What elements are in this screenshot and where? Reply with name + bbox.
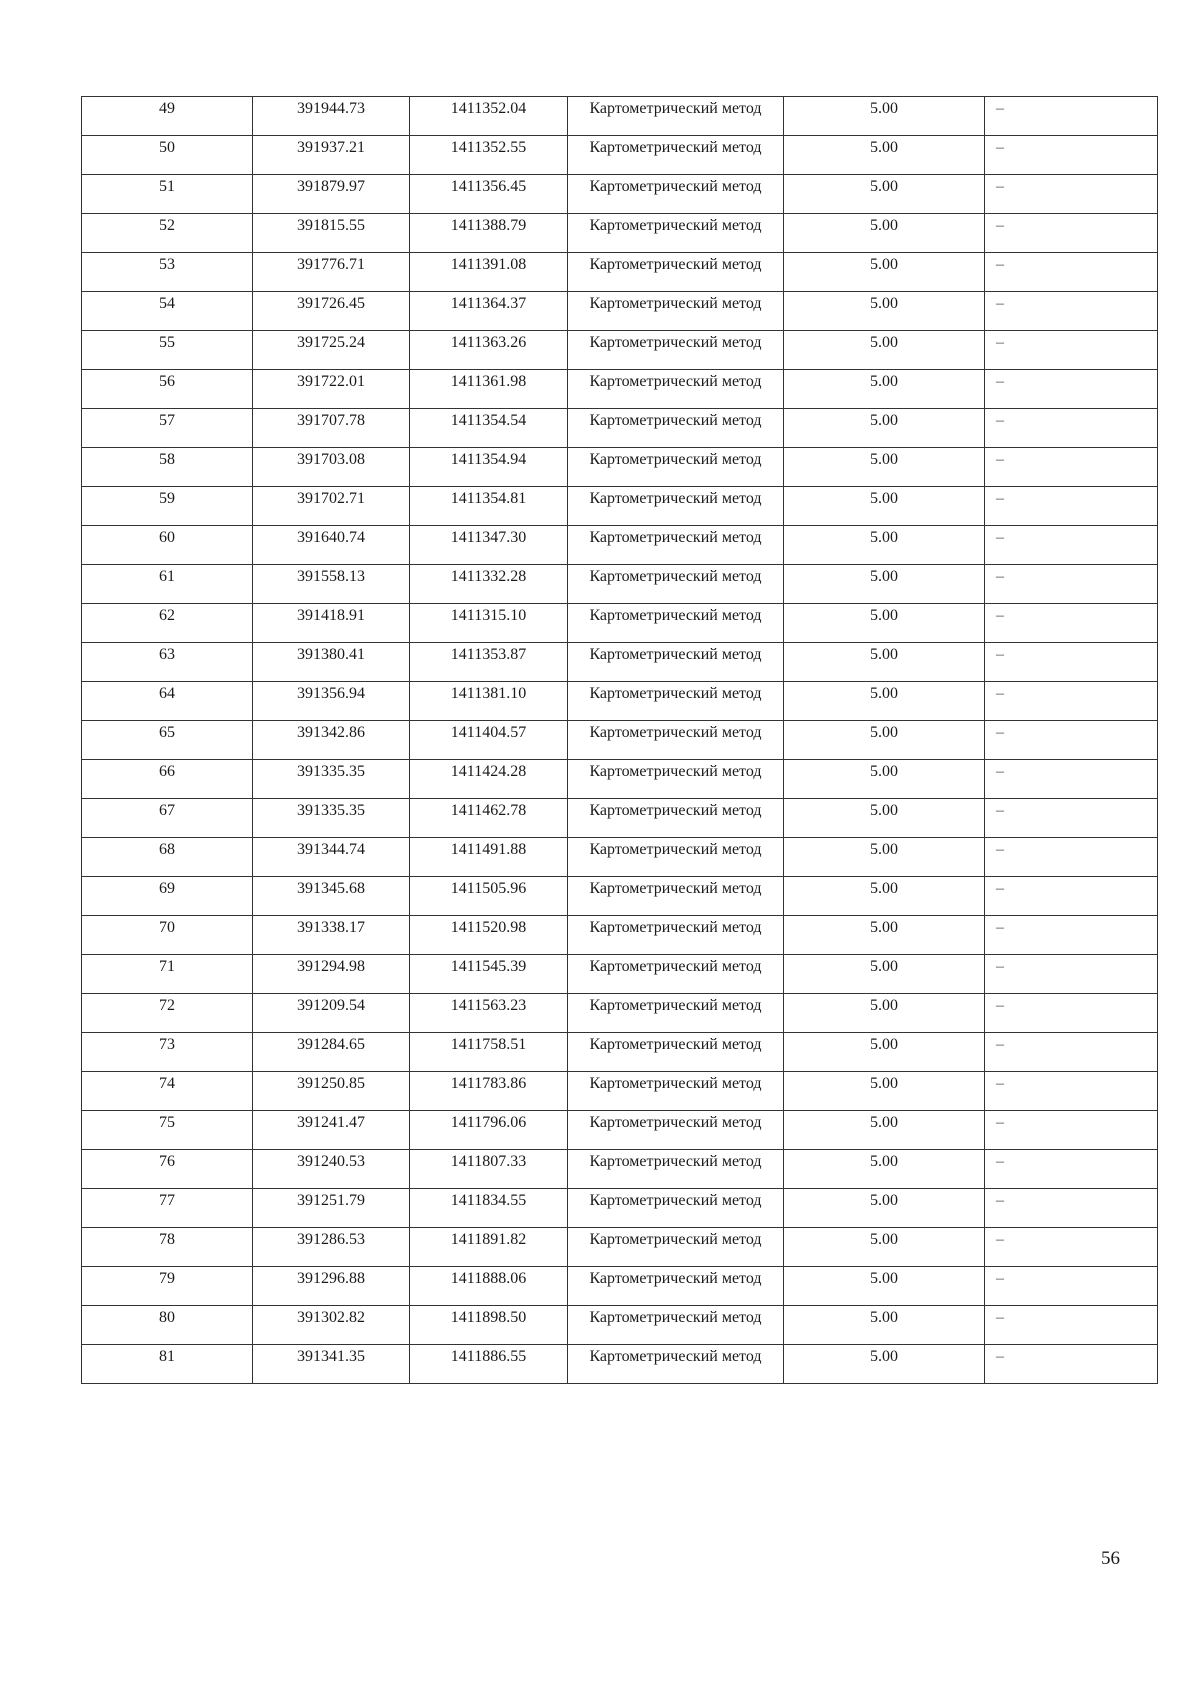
table-row <box>82 760 1158 799</box>
cell-point-number: 54 <box>82 292 253 331</box>
cell-accuracy: 5.00 <box>784 682 985 721</box>
cell-x-coordinate: 391240.53 <box>253 1150 410 1189</box>
cell-point-number: 52 <box>82 214 253 253</box>
cell-x-coordinate: 391640.74 <box>253 526 410 565</box>
cell-note: – <box>985 1267 1158 1306</box>
cell-x-coordinate: 391356.94 <box>253 682 410 721</box>
cell-method: Картометрический метод <box>568 253 784 292</box>
cell-accuracy: 5.00 <box>784 1150 985 1189</box>
cell-y-coordinate: 1411783.86 <box>410 1072 568 1111</box>
cell-note: – <box>985 136 1158 175</box>
table-row <box>82 799 1158 838</box>
cell-x-coordinate: 391725.24 <box>253 331 410 370</box>
cell-point-number: 59 <box>82 487 253 526</box>
cell-accuracy: 5.00 <box>784 214 985 253</box>
table-row <box>82 1267 1158 1306</box>
cell-y-coordinate: 1411563.23 <box>410 994 568 1033</box>
cell-method: Картометрический метод <box>568 1228 784 1267</box>
cell-method: Картометрический метод <box>568 175 784 214</box>
cell-note: – <box>985 526 1158 565</box>
table-row <box>82 955 1158 994</box>
cell-point-number: 73 <box>82 1033 253 1072</box>
cell-note: – <box>985 1150 1158 1189</box>
cell-method: Картометрический метод <box>568 760 784 799</box>
table-row <box>82 175 1158 214</box>
table-row <box>82 214 1158 253</box>
cell-point-number: 49 <box>82 97 253 136</box>
table-row <box>82 1150 1158 1189</box>
table-row <box>82 877 1158 916</box>
cell-point-number: 51 <box>82 175 253 214</box>
cell-point-number: 67 <box>82 799 253 838</box>
cell-x-coordinate: 391294.98 <box>253 955 410 994</box>
cell-y-coordinate: 1411347.30 <box>410 526 568 565</box>
cell-accuracy: 5.00 <box>784 643 985 682</box>
cell-x-coordinate: 391342.86 <box>253 721 410 760</box>
cell-accuracy: 5.00 <box>784 409 985 448</box>
cell-x-coordinate: 391251.79 <box>253 1189 410 1228</box>
cell-y-coordinate: 1411886.55 <box>410 1345 568 1384</box>
cell-point-number: 58 <box>82 448 253 487</box>
cell-y-coordinate: 1411424.28 <box>410 760 568 799</box>
cell-y-coordinate: 1411505.96 <box>410 877 568 916</box>
cell-point-number: 76 <box>82 1150 253 1189</box>
cell-accuracy: 5.00 <box>784 838 985 877</box>
cell-note: – <box>985 409 1158 448</box>
cell-point-number: 80 <box>82 1306 253 1345</box>
cell-point-number: 65 <box>82 721 253 760</box>
cell-note: – <box>985 331 1158 370</box>
cell-y-coordinate: 1411356.45 <box>410 175 568 214</box>
cell-accuracy: 5.00 <box>784 604 985 643</box>
cell-x-coordinate: 391345.68 <box>253 877 410 916</box>
cell-note: – <box>985 565 1158 604</box>
cell-point-number: 53 <box>82 253 253 292</box>
table-row <box>82 292 1158 331</box>
cell-accuracy: 5.00 <box>784 1033 985 1072</box>
table-row <box>82 643 1158 682</box>
cell-point-number: 55 <box>82 331 253 370</box>
cell-note: – <box>985 760 1158 799</box>
cell-note: – <box>985 97 1158 136</box>
cell-accuracy: 5.00 <box>784 136 985 175</box>
cell-accuracy: 5.00 <box>784 994 985 1033</box>
cell-method: Картометрический метод <box>568 799 784 838</box>
cell-x-coordinate: 391241.47 <box>253 1111 410 1150</box>
cell-accuracy: 5.00 <box>784 448 985 487</box>
cell-method: Картометрический метод <box>568 565 784 604</box>
table-row <box>82 1306 1158 1345</box>
cell-y-coordinate: 1411352.04 <box>410 97 568 136</box>
cell-point-number: 77 <box>82 1189 253 1228</box>
cell-note: – <box>985 838 1158 877</box>
cell-x-coordinate: 391284.65 <box>253 1033 410 1072</box>
cell-accuracy: 5.00 <box>784 1306 985 1345</box>
cell-point-number: 75 <box>82 1111 253 1150</box>
table-row <box>82 331 1158 370</box>
cell-x-coordinate: 391286.53 <box>253 1228 410 1267</box>
cell-x-coordinate: 391335.35 <box>253 760 410 799</box>
cell-method: Картометрический метод <box>568 292 784 331</box>
cell-x-coordinate: 391815.55 <box>253 214 410 253</box>
cell-y-coordinate: 1411354.54 <box>410 409 568 448</box>
cell-note: – <box>985 1189 1158 1228</box>
cell-point-number: 60 <box>82 526 253 565</box>
table-row <box>82 253 1158 292</box>
table-row <box>82 604 1158 643</box>
cell-y-coordinate: 1411332.28 <box>410 565 568 604</box>
cell-method: Картометрический метод <box>568 409 784 448</box>
cell-note: – <box>985 955 1158 994</box>
cell-method: Картометрический метод <box>568 1345 784 1384</box>
cell-x-coordinate: 391341.35 <box>253 1345 410 1384</box>
cell-accuracy: 5.00 <box>784 253 985 292</box>
cell-method: Картометрический метод <box>568 448 784 487</box>
cell-point-number: 62 <box>82 604 253 643</box>
cell-note: – <box>985 682 1158 721</box>
cell-y-coordinate: 1411898.50 <box>410 1306 568 1345</box>
cell-method: Картометрический метод <box>568 214 784 253</box>
table-row <box>82 838 1158 877</box>
cell-note: – <box>985 877 1158 916</box>
cell-note: – <box>985 370 1158 409</box>
table-row <box>82 97 1158 136</box>
cell-method: Картометрический метод <box>568 877 784 916</box>
cell-method: Картометрический метод <box>568 1033 784 1072</box>
cell-y-coordinate: 1411834.55 <box>410 1189 568 1228</box>
cell-x-coordinate: 391879.97 <box>253 175 410 214</box>
table-row <box>82 1033 1158 1072</box>
cell-accuracy: 5.00 <box>784 1228 985 1267</box>
cell-point-number: 81 <box>82 1345 253 1384</box>
cell-point-number: 69 <box>82 877 253 916</box>
table-row <box>82 487 1158 526</box>
table-row <box>82 1345 1158 1384</box>
cell-y-coordinate: 1411888.06 <box>410 1267 568 1306</box>
cell-method: Картометрический метод <box>568 955 784 994</box>
cell-x-coordinate: 391335.35 <box>253 799 410 838</box>
cell-y-coordinate: 1411363.26 <box>410 331 568 370</box>
table-row <box>82 1072 1158 1111</box>
cell-y-coordinate: 1411364.37 <box>410 292 568 331</box>
cell-y-coordinate: 1411404.57 <box>410 721 568 760</box>
cell-x-coordinate: 391344.74 <box>253 838 410 877</box>
cell-point-number: 64 <box>82 682 253 721</box>
cell-point-number: 71 <box>82 955 253 994</box>
cell-note: – <box>985 799 1158 838</box>
coordinates-table <box>81 96 1158 1384</box>
cell-method: Картометрический метод <box>568 1267 784 1306</box>
cell-point-number: 78 <box>82 1228 253 1267</box>
cell-accuracy: 5.00 <box>784 292 985 331</box>
cell-y-coordinate: 1411491.88 <box>410 838 568 877</box>
cell-accuracy: 5.00 <box>784 487 985 526</box>
cell-y-coordinate: 1411520.98 <box>410 916 568 955</box>
cell-accuracy: 5.00 <box>784 331 985 370</box>
cell-y-coordinate: 1411807.33 <box>410 1150 568 1189</box>
cell-accuracy: 5.00 <box>784 175 985 214</box>
cell-x-coordinate: 391944.73 <box>253 97 410 136</box>
cell-x-coordinate: 391726.45 <box>253 292 410 331</box>
cell-x-coordinate: 391558.13 <box>253 565 410 604</box>
table-row <box>82 1189 1158 1228</box>
cell-y-coordinate: 1411545.39 <box>410 955 568 994</box>
cell-method: Картометрический метод <box>568 1189 784 1228</box>
cell-accuracy: 5.00 <box>784 877 985 916</box>
table-row <box>82 721 1158 760</box>
cell-point-number: 72 <box>82 994 253 1033</box>
cell-method: Картометрический метод <box>568 994 784 1033</box>
cell-x-coordinate: 391418.91 <box>253 604 410 643</box>
cell-note: – <box>985 292 1158 331</box>
cell-accuracy: 5.00 <box>784 1072 985 1111</box>
cell-y-coordinate: 1411391.08 <box>410 253 568 292</box>
cell-point-number: 50 <box>82 136 253 175</box>
table-row <box>82 370 1158 409</box>
cell-accuracy: 5.00 <box>784 955 985 994</box>
cell-x-coordinate: 391296.88 <box>253 1267 410 1306</box>
cell-method: Картометрический метод <box>568 97 784 136</box>
cell-x-coordinate: 391776.71 <box>253 253 410 292</box>
cell-note: – <box>985 994 1158 1033</box>
cell-x-coordinate: 391702.71 <box>253 487 410 526</box>
cell-method: Картометрический метод <box>568 136 784 175</box>
cell-accuracy: 5.00 <box>784 721 985 760</box>
cell-note: – <box>985 253 1158 292</box>
cell-accuracy: 5.00 <box>784 760 985 799</box>
cell-accuracy: 5.00 <box>784 1111 985 1150</box>
cell-method: Картометрический метод <box>568 1150 784 1189</box>
table-row <box>82 1111 1158 1150</box>
cell-method: Картометрический метод <box>568 370 784 409</box>
cell-method: Картометрический метод <box>568 1111 784 1150</box>
cell-y-coordinate: 1411354.94 <box>410 448 568 487</box>
cell-note: – <box>985 1111 1158 1150</box>
cell-accuracy: 5.00 <box>784 526 985 565</box>
table-body <box>82 97 1158 1384</box>
table-row <box>82 916 1158 955</box>
page-number: 56 <box>1101 1548 1120 1569</box>
cell-accuracy: 5.00 <box>784 1267 985 1306</box>
cell-y-coordinate: 1411388.79 <box>410 214 568 253</box>
cell-note: – <box>985 916 1158 955</box>
table-row <box>82 994 1158 1033</box>
cell-y-coordinate: 1411891.82 <box>410 1228 568 1267</box>
cell-method: Картометрический метод <box>568 838 784 877</box>
cell-note: – <box>985 1228 1158 1267</box>
cell-note: – <box>985 1345 1158 1384</box>
cell-point-number: 63 <box>82 643 253 682</box>
cell-point-number: 61 <box>82 565 253 604</box>
cell-method: Картометрический метод <box>568 643 784 682</box>
cell-x-coordinate: 391703.08 <box>253 448 410 487</box>
cell-method: Картометрический метод <box>568 1072 784 1111</box>
cell-accuracy: 5.00 <box>784 799 985 838</box>
table-row <box>82 448 1158 487</box>
cell-x-coordinate: 391707.78 <box>253 409 410 448</box>
cell-y-coordinate: 1411352.55 <box>410 136 568 175</box>
cell-y-coordinate: 1411381.10 <box>410 682 568 721</box>
cell-y-coordinate: 1411796.06 <box>410 1111 568 1150</box>
cell-x-coordinate: 391302.82 <box>253 1306 410 1345</box>
cell-point-number: 74 <box>82 1072 253 1111</box>
cell-note: – <box>985 721 1158 760</box>
cell-x-coordinate: 391937.21 <box>253 136 410 175</box>
cell-point-number: 56 <box>82 370 253 409</box>
table-row <box>82 565 1158 604</box>
table-row <box>82 136 1158 175</box>
cell-note: – <box>985 1306 1158 1345</box>
cell-accuracy: 5.00 <box>784 565 985 604</box>
cell-point-number: 66 <box>82 760 253 799</box>
cell-note: – <box>985 1072 1158 1111</box>
cell-method: Картометрический метод <box>568 1306 784 1345</box>
cell-accuracy: 5.00 <box>784 1189 985 1228</box>
cell-note: – <box>985 604 1158 643</box>
cell-point-number: 70 <box>82 916 253 955</box>
cell-point-number: 57 <box>82 409 253 448</box>
cell-x-coordinate: 391338.17 <box>253 916 410 955</box>
cell-note: – <box>985 487 1158 526</box>
cell-y-coordinate: 1411758.51 <box>410 1033 568 1072</box>
cell-method: Картометрический метод <box>568 331 784 370</box>
table-row <box>82 682 1158 721</box>
table-row <box>82 409 1158 448</box>
cell-note: – <box>985 643 1158 682</box>
cell-method: Картометрический метод <box>568 604 784 643</box>
cell-x-coordinate: 391380.41 <box>253 643 410 682</box>
cell-x-coordinate: 391209.54 <box>253 994 410 1033</box>
cell-x-coordinate: 391722.01 <box>253 370 410 409</box>
cell-y-coordinate: 1411315.10 <box>410 604 568 643</box>
cell-point-number: 79 <box>82 1267 253 1306</box>
cell-y-coordinate: 1411353.87 <box>410 643 568 682</box>
table-row <box>82 526 1158 565</box>
table-row <box>82 1228 1158 1267</box>
cell-method: Картометрический метод <box>568 487 784 526</box>
cell-accuracy: 5.00 <box>784 370 985 409</box>
cell-y-coordinate: 1411361.98 <box>410 370 568 409</box>
cell-x-coordinate: 391250.85 <box>253 1072 410 1111</box>
cell-note: – <box>985 448 1158 487</box>
cell-accuracy: 5.00 <box>784 97 985 136</box>
cell-accuracy: 5.00 <box>784 916 985 955</box>
cell-accuracy: 5.00 <box>784 1345 985 1384</box>
cell-method: Картометрический метод <box>568 526 784 565</box>
cell-method: Картометрический метод <box>568 682 784 721</box>
cell-point-number: 68 <box>82 838 253 877</box>
cell-y-coordinate: 1411462.78 <box>410 799 568 838</box>
cell-method: Картометрический метод <box>568 916 784 955</box>
cell-method: Картометрический метод <box>568 721 784 760</box>
cell-y-coordinate: 1411354.81 <box>410 487 568 526</box>
cell-note: – <box>985 1033 1158 1072</box>
cell-note: – <box>985 214 1158 253</box>
cell-note: – <box>985 175 1158 214</box>
